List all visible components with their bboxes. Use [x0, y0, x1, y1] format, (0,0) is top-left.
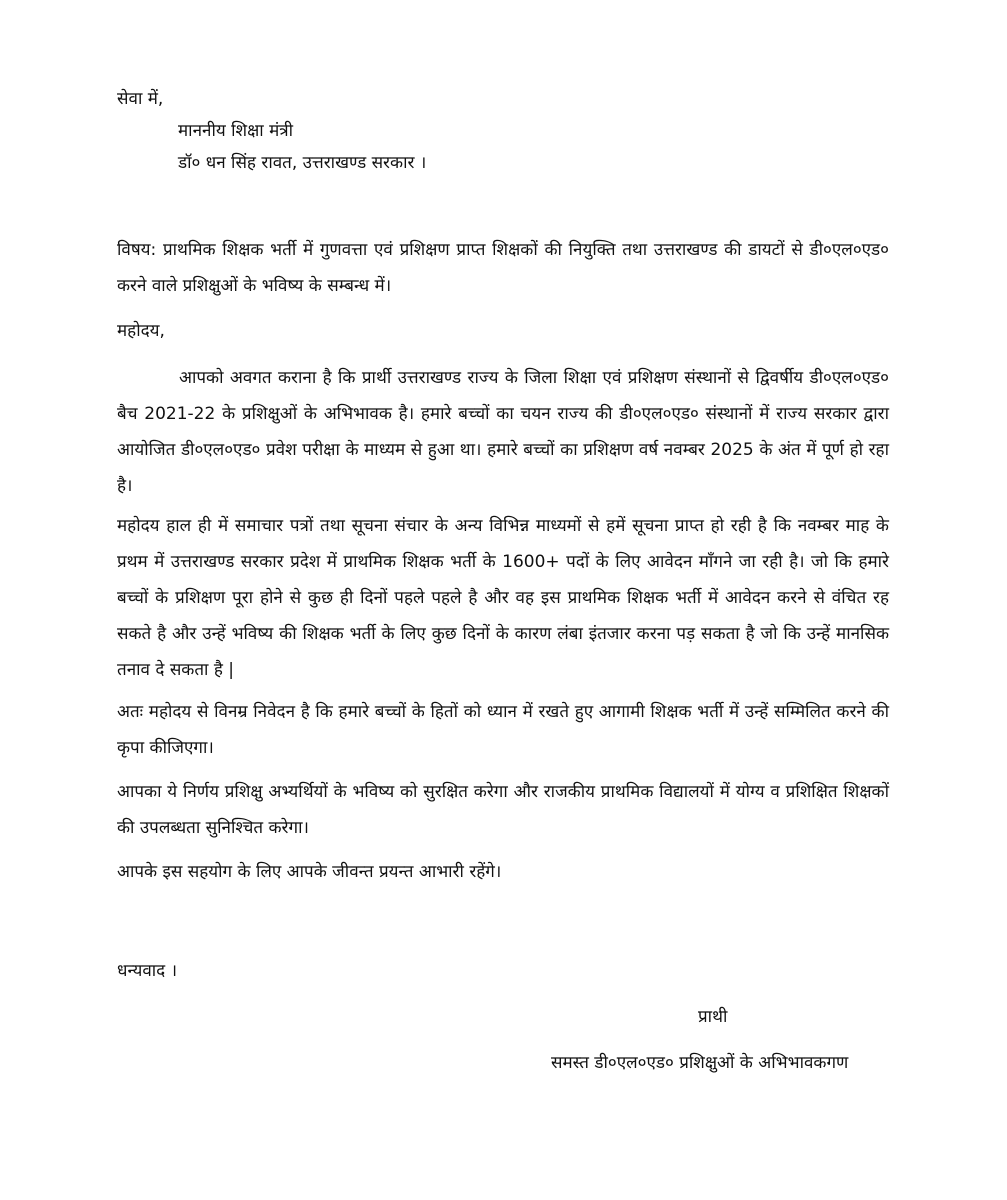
greeting: महोदय,: [117, 321, 165, 341]
body-paragraph-2: महोदय हाल ही में समाचार पत्रों तथा सूचना संचार के अन्य विभिन्न माध्यमों से हमें सूचना प्राप्त हो रही है कि नवम्बर माह के प्रथम में उत्तराखण्ड सरकार प्रदेश में प्राथमिक शिक्षक भर्ती के 1600+ पदों के लिए आवेदन माँगने जा रही है। जो कि हमारे बच्चों के प्रशिक्षण पूरा होने से कुछ ही दिनों पहले पहले है और वह इस प्राथमिक शिक्षक भर्ती में आवेदन करने से वंचित रह सकते है और उन्हें भविष्य की शिक्षक भर्ती के लिए कुछ दिनों के कारण लंबा इंतजार करना पड़ सकता है जो कि उन्हें मानसिक तनाव दे सकता है |: [117, 516, 889, 680]
body-paragraph-3: अतः महोदय से विनम्र निवेदन है कि हमारे बच्चों के हितों को ध्यान में रखते हुए आगामी शिक्षक भर्ती में उन्हें सम्मिलित करने की कृपा कीजिएगा।: [117, 702, 889, 758]
body-paragraph-4: आपका ये निर्णय प्रशिक्षु अभ्यर्थियों के भविष्य को सुरक्षित करेगा और राजकीय प्राथमिक विद्यालयों में योग्य व प्रशिक्षित शिक्षकों की उपलब्धता सुनिश्चित करेगा।: [117, 782, 889, 838]
signoff-name: समस्त डी०एल०एड० प्रशिक्षुओं के अभिभावकगण: [551, 1053, 849, 1073]
body-paragraph-5: आपके इस सहयोग के लिए आपके जीवन्त प्रयन्त आभारी रहेंगे।: [117, 862, 502, 882]
recipient-title: माननीय शिक्षा मंत्री: [178, 121, 294, 141]
recipient-name: डॉ० धन सिंह रावत, उत्तराखण्ड सरकार ।: [178, 153, 427, 173]
thanks: धन्यवाद ।: [117, 961, 178, 981]
body-paragraph-1: आपको अवगत कराना है कि प्रार्थी उत्तराखण्ड राज्य के जिला शिक्षा एवं प्रशिक्षण संस्थानों से द्विवर्षीय डी०एल०एड० बैच 2021-22 के प्रशिक्षुओं के अभिभावक है। हमारे बच्चों का चयन राज्य की डी०एल०एड० संस्थानों में राज्य सरकार द्वारा आयोजित डी०एल०एड० प्रवेश परीक्षा के माध्यम से हुआ था। हमारे बच्चों का प्रशिक्षण वर्ष नवम्बर 2025 के अंत में पूर्ण हो रहा है।: [117, 368, 889, 496]
subject-line: विषय: प्राथमिक शिक्षक भर्ती में गुणवत्ता एवं प्रशिक्षण प्राप्त शिक्षकों की नियुक्ति तथा उत्तराखण्ड की डायटों से डी०एल०एड० करने वाले प्रशिक्षुओं के भविष्य के सम्बन्ध में।: [117, 240, 889, 296]
salutation-to: सेवा में,: [117, 89, 164, 109]
signoff-label: प्राथी: [698, 1007, 728, 1027]
